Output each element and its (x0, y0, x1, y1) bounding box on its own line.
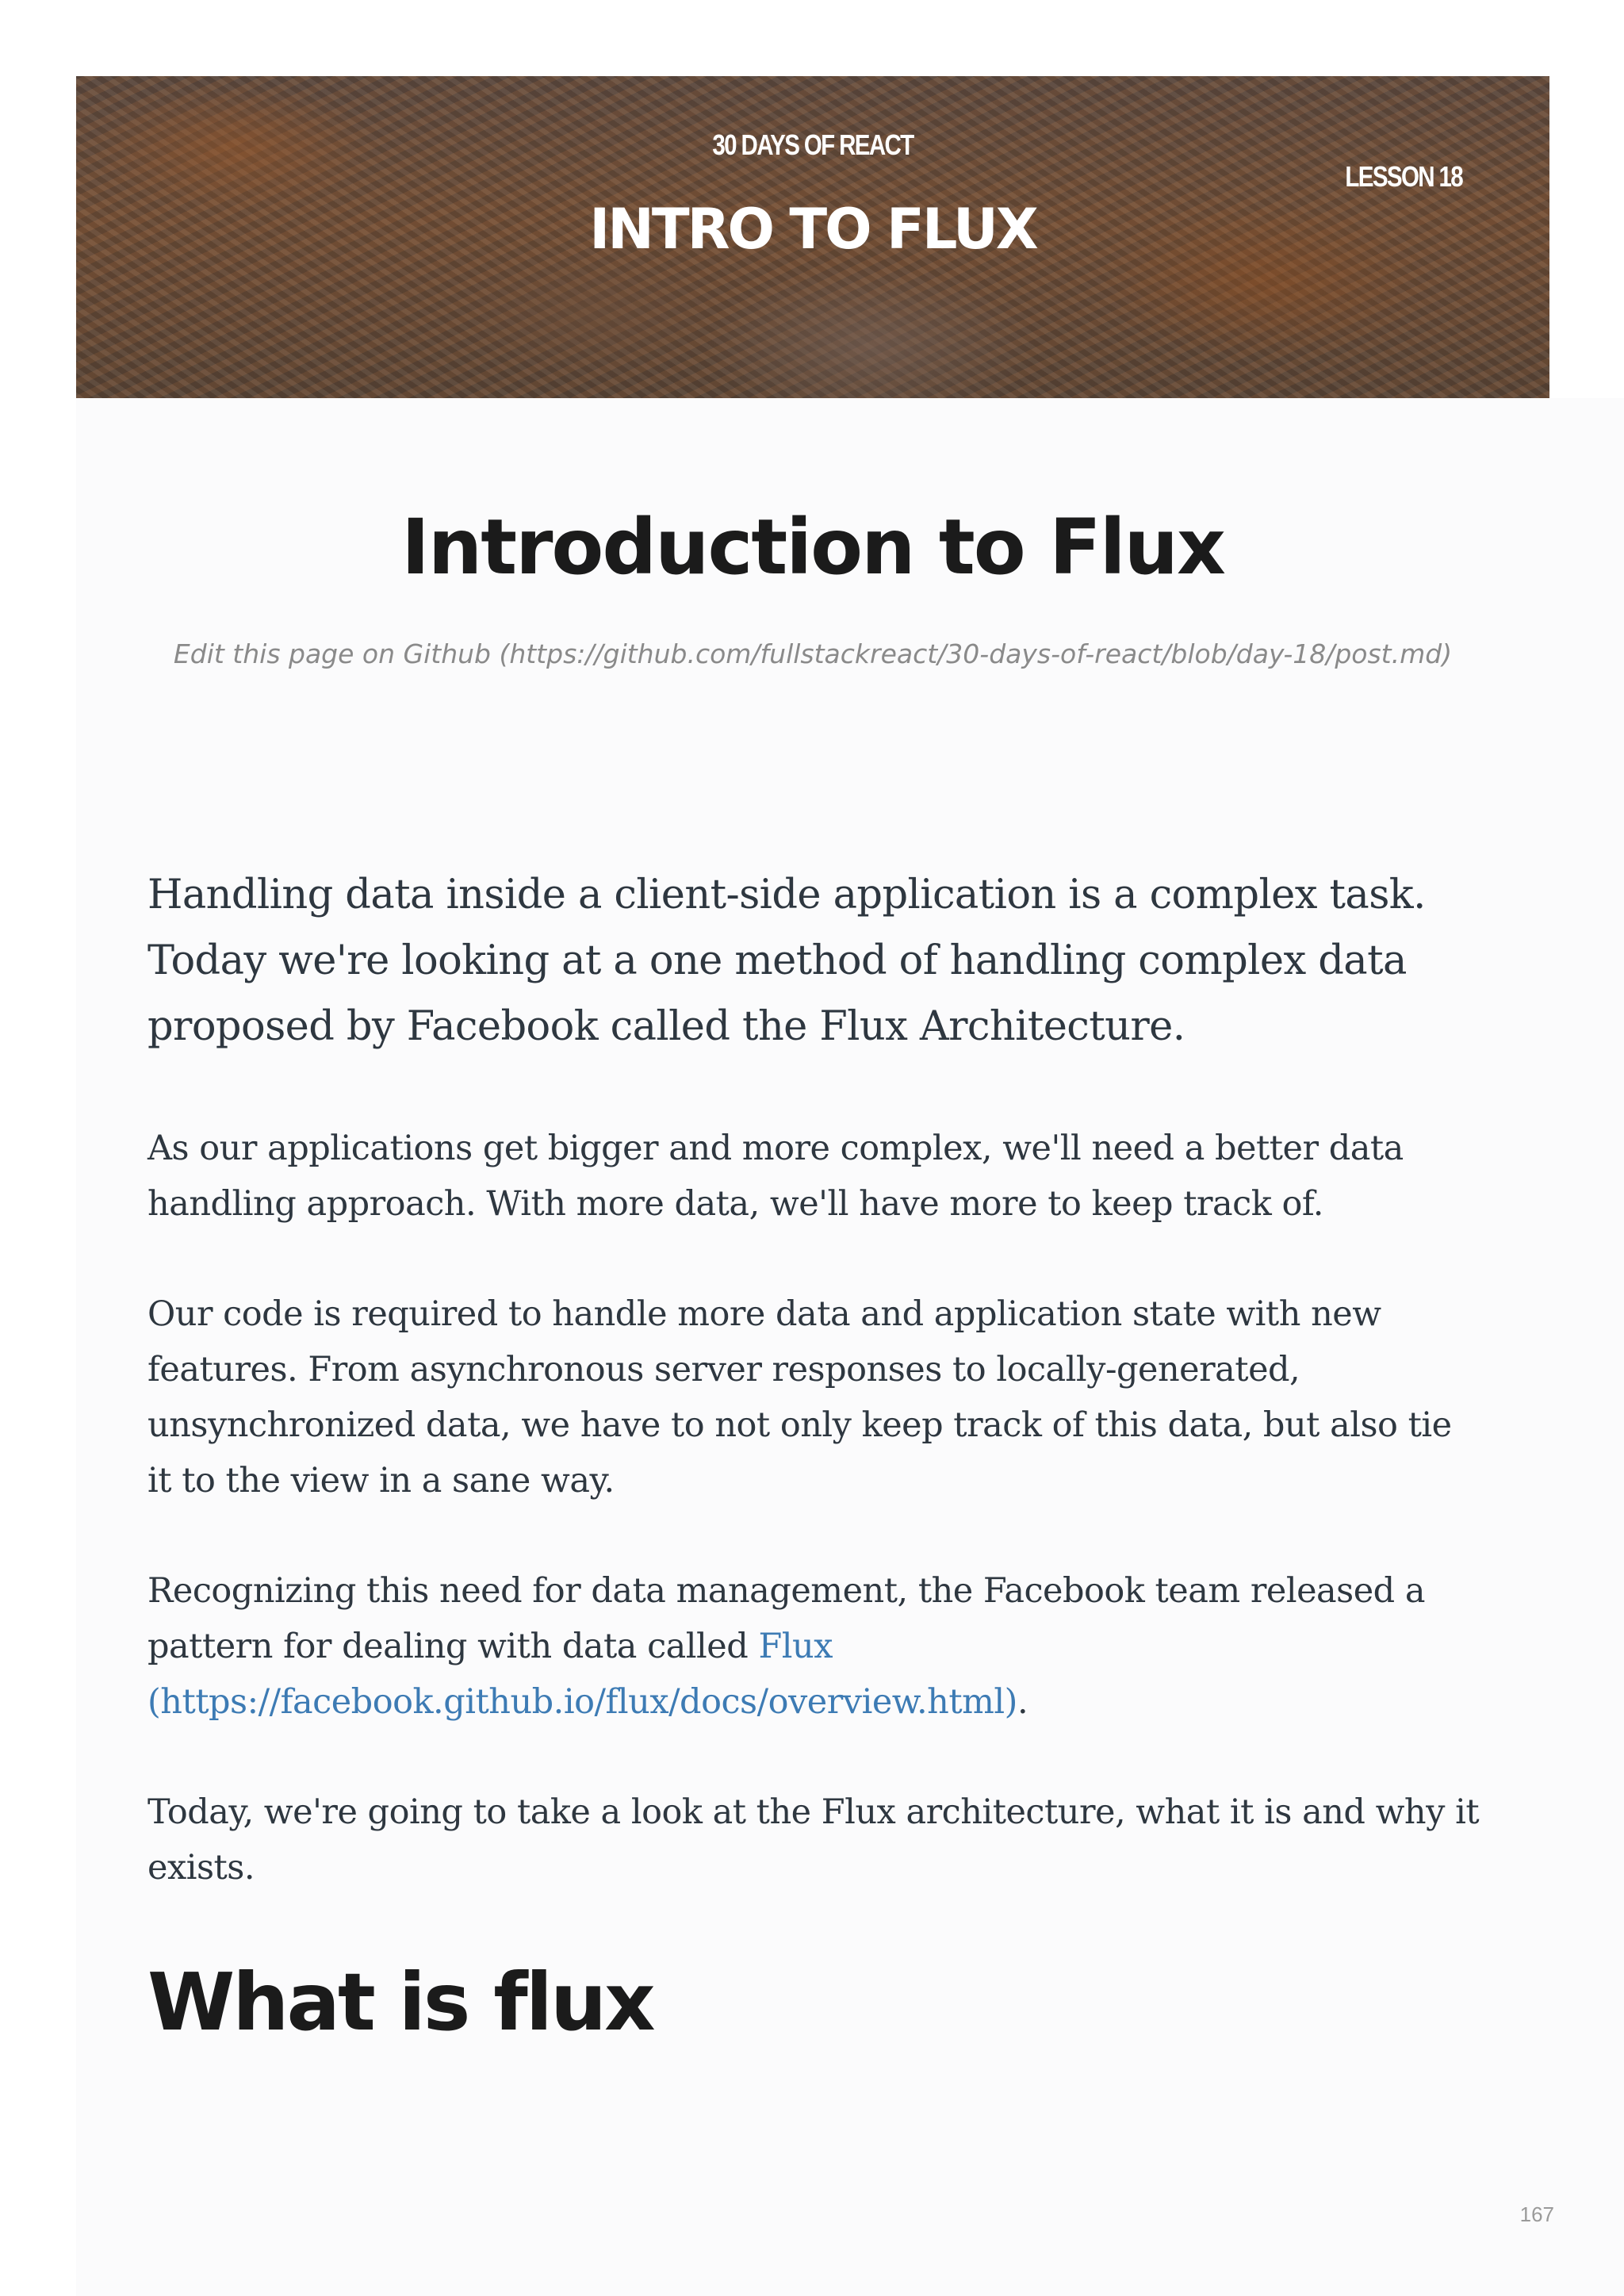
section-heading: What is flux (147, 1956, 653, 2049)
banner-series-label: 30 DAYS OF REACT (712, 128, 914, 161)
banner-lesson-label: LESSON 18 (1345, 160, 1462, 193)
chapter-title: Introduction to Flux (401, 503, 1224, 592)
body-paragraph-2: Our code is required to handle more data and application state with new features. From asynchronous server responses to locally-generated, unsynchronized data, we have to not only keep track of this data, but also tie it to the view in a sane way. (147, 1294, 1452, 1501)
lead-paragraph: Handling data inside a client-side application is a complex task. Today we're looking at a one method of handling complex data proposed by Facebook called the Flux Architecture. (147, 872, 1426, 1050)
lesson-banner (76, 76, 1549, 398)
paragraph-3-period: . (1017, 1682, 1028, 1722)
banner-title: INTRO TO FLUX (589, 197, 1036, 262)
body-paragraph-4: Today, we're going to take a look at the Flux architecture, what it is and why it exists. (147, 1792, 1480, 1888)
flux-docs-link[interactable]: Flux (https://facebook.github.io/flux/docs/overview.html) (147, 1627, 1017, 1722)
body-paragraph-1: As our applications get bigger and more complex, we'll need a better data handling approach. With more data, we'll have more to keep track of. (147, 1129, 1404, 1224)
body-paragraph-3 (147, 1563, 1480, 1730)
paragraph-3-text: Recognizing this need for data management, the Facebook team released a pattern for dealing with data called (147, 1571, 1426, 1666)
edit-on-github-link[interactable]: Edit this page on Github (https://github.com/fullstackreact/30-days-of-react/blob/day-18/post.md) (173, 638, 1453, 669)
page-number: 167 (1519, 2202, 1554, 2226)
